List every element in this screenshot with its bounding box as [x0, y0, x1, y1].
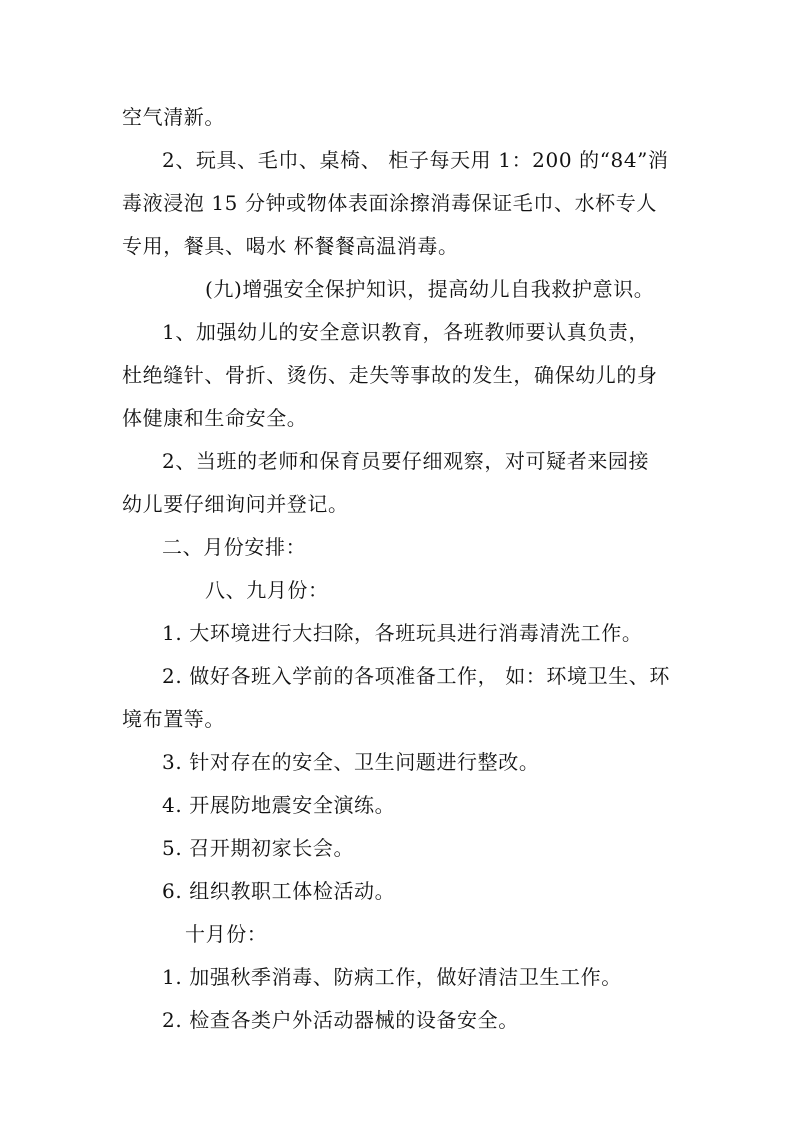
- list-item: 6. 组织教职工体检活动。: [162, 879, 396, 903]
- paragraph-line: 专用，餐具、喝水 杯餐餐高温消毒。: [122, 234, 459, 258]
- list-item: 4. 开展防地震安全演练。: [162, 793, 396, 817]
- list-item: 3. 针对存在的安全、卫生问题进行整改。: [162, 750, 540, 774]
- subsection-heading: 八、九月份：: [205, 578, 329, 602]
- paragraph-line: 1、加强幼儿的安全意识教育，各班教师要认真负责，: [162, 320, 650, 344]
- list-item: 2. 检查各类户外活动器械的设备安全。: [162, 1008, 519, 1032]
- list-item: 1. 加强秋季消毒、防病工作，做好清洁卫生工作。: [162, 965, 622, 989]
- paragraph-line: 2、玩具、毛巾、桌椅、 柜子每天用 1：200 的“84”消: [162, 148, 669, 172]
- section-heading: (九)增强安全保护知识，提高幼儿自我救护意识。: [205, 277, 655, 301]
- paragraph-line: 空气清新。: [122, 105, 225, 129]
- paragraph-line: 毒液浸泡 15 分钟或物体表面涂擦消毒保证毛巾、水杯专人: [122, 191, 657, 215]
- list-item: 1. 大环境进行大扫除，各班玩具进行消毒清洗工作。: [162, 621, 643, 645]
- list-item: 5. 召开期初家长会。: [162, 836, 355, 860]
- paragraph-line: 幼儿要仔细询问并登记。: [122, 492, 349, 516]
- list-item: 2. 做好各班入学前的各项准备工作， 如：环境卫生、环: [162, 664, 670, 688]
- paragraph-line: 体健康和生命安全。: [122, 406, 308, 430]
- list-item-continuation: 境布置等。: [122, 707, 225, 731]
- section-heading: 二、月份安排：: [162, 535, 307, 559]
- paragraph-line: 杜绝缝针、骨折、烫伤、走失等事故的发生，确保幼儿的身: [122, 363, 658, 387]
- paragraph-line: 2、当班的老师和保育员要仔细观察，对可疑者来园接: [162, 449, 650, 473]
- subsection-heading: 十月份：: [185, 922, 268, 946]
